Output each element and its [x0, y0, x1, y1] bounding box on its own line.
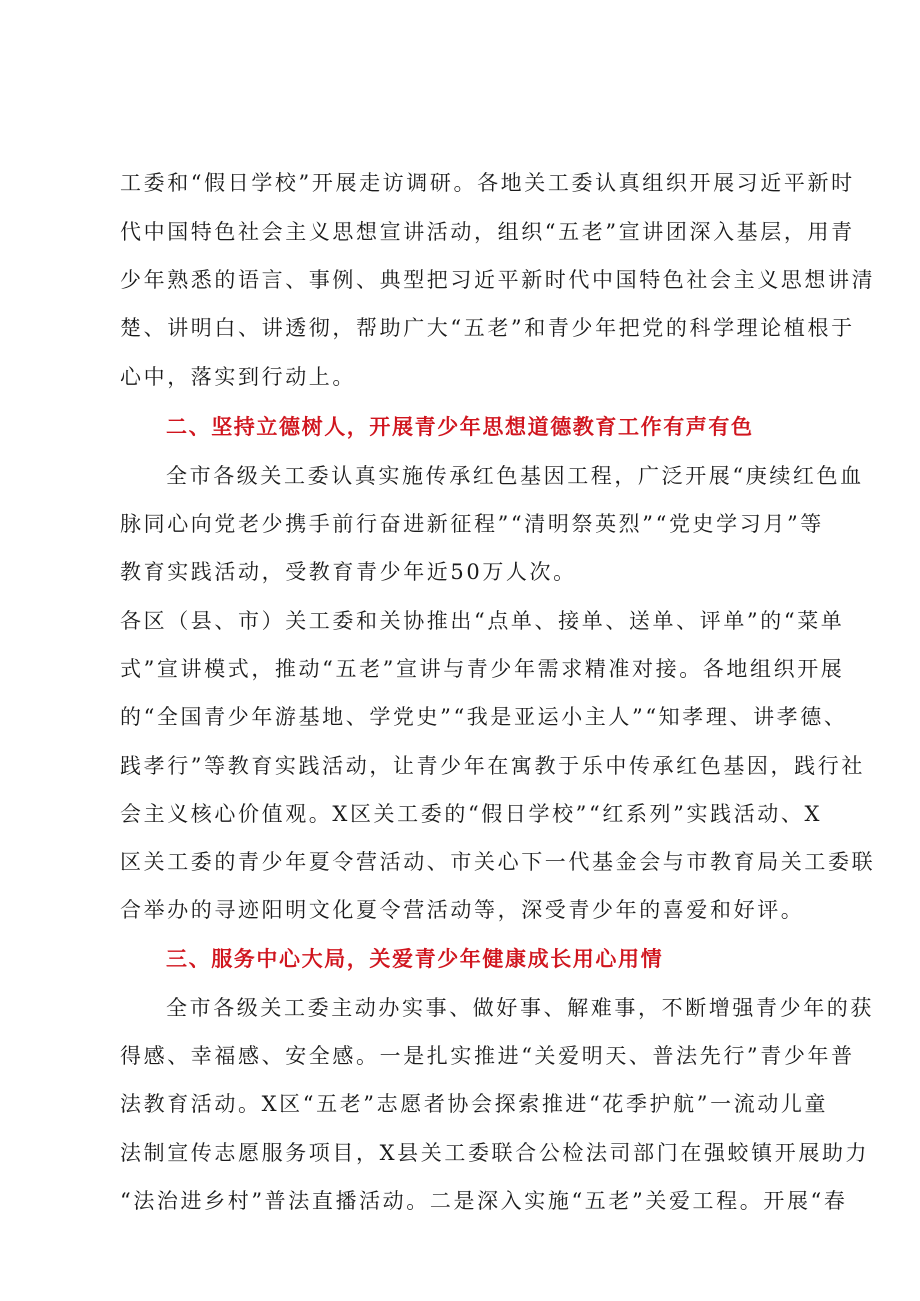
- paragraph-line: 践孝行”等教育实践活动，让青少年在寓教于乐中传承红色基因，践行社: [120, 754, 865, 778]
- paragraph-line: 教育实践活动，受教育青少年近50万人次。: [120, 560, 577, 584]
- paragraph-line: 少年熟悉的语言、事例、典型把习近平新时代中国特色社会主义思想讲清: [120, 268, 876, 292]
- paragraph-line: 各区（县、市）关工委和关协推出“点单、接单、送单、评单”的“菜单: [120, 609, 845, 633]
- paragraph-line: 全市各级关工委主动办实事、做好事、解难事，不断增强青少年的获: [166, 996, 874, 1020]
- paragraph-line: 工委和“假日学校”开展走访调研。各地关工委认真组织开展习近平新时: [120, 171, 855, 195]
- paragraph-line: 法教育活动。X区“五老”志愿者协会探索推进“花季护航”一流动儿童: [120, 1092, 829, 1116]
- paragraph-line: 式”宣讲模式，推动“五老”宣讲与青少年需求精准对接。各地组织开展: [120, 657, 845, 681]
- paragraph-line: 楚、讲明白、讲透彻，帮助广大“五老”和青少年把党的科学理论植根于: [120, 316, 855, 340]
- paragraph-line: 区关工委的青少年夏令营活动、市关心下一代基金会与市教育局关工委联: [120, 850, 876, 874]
- paragraph-line: 得感、幸福感、安全感。一是扎实推进“关爱明天、普法先行”青少年普: [120, 1044, 855, 1068]
- paragraph-line: 代中国特色社会主义思想宣讲活动，组织“五老”宣讲团深入基层，用青: [120, 220, 855, 244]
- paragraph-line: 法制宣传志愿服务项目，X县关工委联合公检法司部门在强蛟镇开展助力: [120, 1141, 870, 1165]
- section-heading-3: 三、服务中心大局，关爱青少年健康成长用心用情: [166, 947, 664, 971]
- section-heading-2: 二、坚持立德树人，开展青少年思想道德教育工作有声有色: [166, 415, 754, 439]
- paragraph-line: 全市各级关工委认真实施传承红色基因工程，广泛开展“庚续红色血: [166, 464, 864, 488]
- paragraph-line: “法治进乡村”普法直播活动。二是深入实施“五老”关爱工程。开展“春: [120, 1189, 848, 1213]
- paragraph-line: 脉同心向党老少携手前行奋进新征程”“清明祭英烈”“党史学习月”等: [120, 512, 824, 536]
- paragraph-line: 的“全国青少年游基地、学党史”“我是亚运小主人”“知孝理、讲孝德、: [120, 705, 848, 729]
- paragraph-line: 心中，落实到行动上。: [120, 365, 356, 389]
- paragraph-line: 会主义核心价值观。X区关工委的“假日学校”“红系列”实践活动、X: [120, 802, 823, 826]
- paragraph-line: 合举办的寻迹阳明文化夏令营活动等，深受青少年的喜爱和好评。: [120, 898, 805, 922]
